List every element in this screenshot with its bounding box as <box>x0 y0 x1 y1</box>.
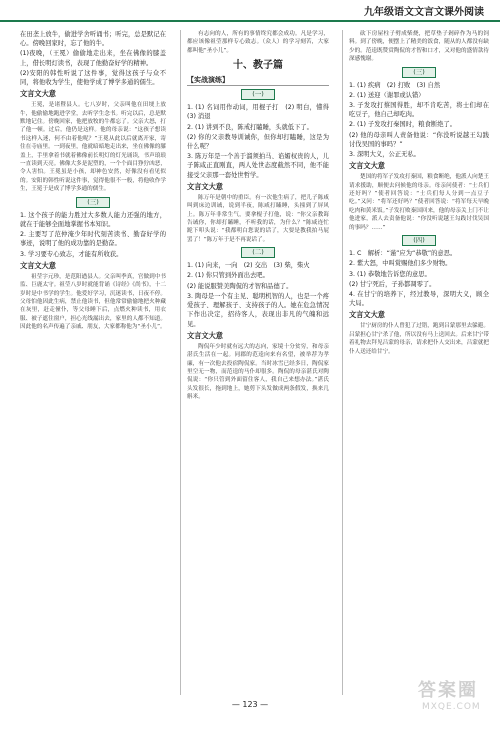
answer-line: (2) 你的父亲教导训诫你，但你却打瞌睡，这是为什么呢？ <box>187 133 329 151</box>
section-label: 文言文大意 <box>349 161 385 171</box>
column-left <box>20 30 166 695</box>
part-divider <box>187 89 329 100</box>
translation-passage: 祖莹字元珍，是范阳遒县人。父亲叫季真，官做到中书监、巨鹿太守。祖莹八岁时就能背诵《诗经》《尚书》，十二岁时是中书学的学生。他爱好学习，沉迷读书，日夜不停。父母怕他因此生病，禁止他读书，但他常常偷偷地把火种藏在灰里，赶走僮仆，等父母睡下后，点燃火种读书，用衣服、被子遮住窗户，担心光线漏出去，家里的人都不知道。因此他的名声传遍了亲戚、朋友，大家都称他为“圣小儿”。 <box>20 273 166 331</box>
answer-line: 2. (1) 送迎（谢罪或认错） <box>349 91 425 99</box>
translation-passage: 有志向的人，所有的事情终究都会成功。凡是学习，都应该像祖莹那样专心致志。（众人）的学习刻苦，大家都叫他“圣小儿”。 <box>187 31 329 54</box>
answer-line: 2. (1) 子发攻打秦国时，粮食断绝了。 <box>349 121 457 129</box>
part-number: (三) <box>76 197 110 208</box>
answer-line: 2. 主要写了范仲淹少年时代刻苦读书、勤奋好学的事迹，说明了他的成功靠的是勤奋。 <box>20 231 166 248</box>
section-label: 文言文大意 <box>20 260 56 270</box>
answer-line: 在田垄上放牛，偷进学舍听诵书；听完，总是默记在心。傍晚回家时，忘了他的牛。 <box>20 31 166 48</box>
translation-passage: 砍下房屋柱子劈成柴烧，把草垫子剁碎作为马的饲料。到了傍晚，便摆上了精美的饭食，随从的人都没有缺少的。范逵既赞赏陶侃的才智和口才，又对他的盛情款待深感愧谢。 <box>349 31 489 63</box>
part-number: (一) <box>241 89 275 100</box>
translation-passage: 陈万年是朝中的重臣。有一次他生病了，把儿子陈咸叫到床边训诫，说到半夜，陈咸打瞌睡，头撞到了屏风上。陈万年非常生气，要拿棍子打他，说：“你父亲教诲告诫你，你却打瞌睡，不听我的话，为什么？”陈咸连忙跪下叩头说：“我都明白您说的话了，大要是教我拍马屁罢了！”陈万年于是不再说话了。 <box>187 194 329 243</box>
section-label: 文言文大意 <box>187 330 223 340</box>
answer-line: (2) 他的母亲叫人责备他说：“你没听说越王勾践讨伐吴国的事吗？” <box>349 131 489 148</box>
part-divider <box>349 235 489 246</box>
answer-line: 3. 学习要专心致志，才能有所收获。 <box>20 250 123 258</box>
answer-line: (2)安阳的韩性听说了这件事，觉得这孩子与众不同，将他收为学生，使他学成了博学多通的儒生。 <box>20 69 166 87</box>
part-number: (四) <box>402 235 436 246</box>
translation-passage: 陶侃年少时就有远大的志向，家境十分贫穷，和母亲湛氏生活在一起。同郡的范逵向来有名望，被举荐为孝廉，有一次他去投宿陶侃家。当时冰雪已经多日，陶侃家里空无一物，而范逵的马仆却很多。陶侃的母亲湛氏对陶侃说：“你只管到外面留住客人，我自己来想办法。”湛氏头发很长，拖到地上，她剪下头发做成两条假发，换来几斛米。 <box>187 343 329 401</box>
answer-line: 3. 陶母是一个有主见、聪明机智的人，也是一个疼爱孩子、理解孩子、支持孩子的人。她在危急情况下作出决定，招待客人，表现出非凡的气魄和远见。 <box>187 292 329 328</box>
answer-line: 3. 子发攻打蔡国得胜，却不肯吃苦，将士们却在吃豆子，他自己却吃肉。 <box>349 102 489 119</box>
translation-passage: 楚国的将军子发攻打秦国，粮食断绝，他派人向楚王请求援助，顺便去问候他的母亲。母亲问使者：“士兵们还好吗？”使者回答说：“士兵们每人分到一点豆子吃。”又问：“将军还好吗？”使者回答说：“将军每天早晚吃肉和黄米饭。”子发打败秦国回来，他的母亲关上门不让他进家，派人去责备他说：“你没听说越王勾践讨伐吴国的事吗？……” <box>349 174 489 231</box>
answer-line: 3. 陈万年是一个善于溜须拍马、谄媚权贵的人，儿子陈咸正直刚直，两人处世态度截然不同，他不能接受父亲那一套处世哲学。 <box>187 153 329 179</box>
answer-line: 4. 在甘宁的培养下，经过教导，深明大义，顾全大局。 <box>349 290 489 308</box>
drill-heading: 【实战演练】 <box>187 75 329 86</box>
answer-line: 1. (1) 疾病 (2) 打败 (3) 自然 <box>349 81 441 89</box>
answer-line: 2. 紫大怒，中叫赏赐他们多少财物。 <box>349 260 452 268</box>
answer-line: 3. (1) 恭敬地告诉您的意思。 <box>349 270 431 278</box>
header-title: 九年级语文文言文课外阅读 <box>360 3 488 18</box>
column-right <box>342 30 489 695</box>
answer-line: 1. 这个孩子的能力胜过大多数人能力还强的地方，就在于能够全面地掌握书本知识。 <box>20 211 166 228</box>
part-number: (二) <box>241 247 275 258</box>
answer-line: (2) 能说服赞美陶侃的才智和品德了。 <box>187 282 293 290</box>
answer-line: 3. 深明大义，公正无私。 <box>349 151 420 159</box>
section-label: 文言文大意 <box>187 181 223 191</box>
answer-line: (1)夜晚，（王冕）偷偷地走出来，坐在佛像的膝盖上，借长明灯读书，表现了他勤奋好学的精神。 <box>20 50 166 67</box>
answer-line: 2. (1) 你只管到外面出去吧。 <box>187 272 269 280</box>
content-columns <box>20 30 488 695</box>
watermark-logo-text: 答案圈 <box>418 680 478 701</box>
page-number: — 123 — <box>231 700 269 709</box>
answer-line: (2) 甘宁死后，子孙都凋零了。 <box>349 280 436 288</box>
translation-passage: 甘宁厨房的仆人曾犯了过错，跑到吕蒙那里去躲避。吕蒙担心甘宁杀了他，所以没有马上送回去。后来甘宁带着礼物去拜见吕蒙的母亲，请求把仆人交出来，吕蒙就把仆人送还给甘宁。 <box>349 323 489 355</box>
part-divider <box>20 197 166 208</box>
answer-line: 1. (1) 向来，一向 (2) 交出 (3) 柴，柴火 <box>187 262 310 270</box>
column-middle <box>180 30 336 695</box>
part-divider <box>187 247 329 258</box>
answer-line: 1. C 解析：“谨”应为“恭敬”的意思。 <box>349 250 457 258</box>
part-divider <box>349 67 489 78</box>
header-rule <box>0 20 500 22</box>
site-watermark <box>418 676 490 722</box>
part-number: (三) <box>402 67 436 78</box>
section-label: 文言文大意 <box>349 310 385 320</box>
answer-line: 2. (1) 讲到不良，陈戒打瞌睡，头就低下了。 <box>187 123 313 131</box>
translation-passage: 王冕，是诸暨县人。七八岁时，父亲叫他在田埂上放牛，他偷偷地跑进学堂，去听学生念书。听完以后，总是默默地记住。傍晚回家，他把放牧的牛都忘了。父亲大怒，打了他一顿。过后，他仍是这样。他的母亲说：“这孩子想读书这样入迷，何不由着他呢？”王冕从此以后就离开家，寄住在寺庙里。一到夜里，他就暗暗地走出来，坐在佛像的膝盖上，手里拿着书就着佛像前长明灯的灯光诵读，书声琅琅一直读到天亮。佛像大多是泥塑的，一个个面目狰狞凶恶，令人害怕。王冕虽是小孩，却神色安然，好像没有看见似的。安阳的韩性听说这件事，觉得他很不一般，将他收作学生，王冕于是成了博学多通的儒生。 <box>20 102 166 193</box>
watermark-url-text: MXQE.COM <box>422 702 481 712</box>
page-header <box>0 0 500 24</box>
chapter-title: 十、教子篇 <box>233 60 283 72</box>
answer-line: 1. (1) 名词用作动词，用棍子打 (2) 明白，懂得 (3) 消退 <box>187 104 336 121</box>
section-label: 文言文大意 <box>20 89 56 99</box>
